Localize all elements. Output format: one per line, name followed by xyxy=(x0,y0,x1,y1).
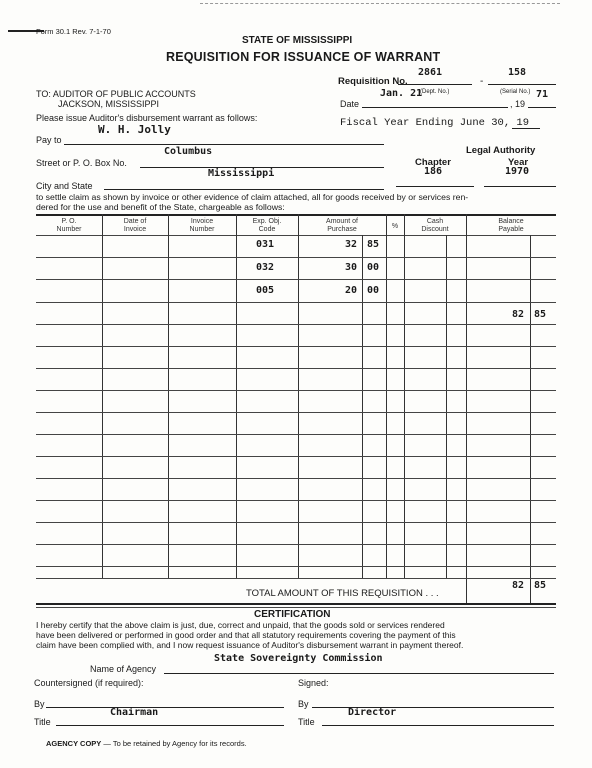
agency-copy-note xyxy=(46,739,247,748)
date-value: Jan. 21 xyxy=(380,88,423,99)
col-divider xyxy=(530,235,531,604)
date-line xyxy=(362,107,508,108)
chapter-value: 186 xyxy=(424,166,443,177)
row-1-exp-code: 031 xyxy=(256,239,275,250)
right-by-label: By xyxy=(298,699,309,709)
col-divider xyxy=(404,214,405,578)
instruction-text: Please issue Auditor's disbursement warrant as follows: xyxy=(36,113,258,123)
requisition-serial-line xyxy=(488,84,556,85)
header-percent: % xyxy=(391,223,399,230)
col-divider xyxy=(236,214,237,578)
pay-to-value: W. H. Jolly xyxy=(98,123,171,136)
col-divider xyxy=(446,235,447,578)
table-row-line xyxy=(36,434,556,435)
total-cents: 85 xyxy=(534,580,547,591)
requisition-label: Requisition No. xyxy=(338,76,408,87)
left-title-label: Title xyxy=(34,717,51,727)
right-title-line xyxy=(322,725,554,726)
form-number: Form 30.1 Rev. 7-1-70 xyxy=(36,27,111,36)
page-title: REQUISITION FOR ISSUANCE OF WARRANT xyxy=(166,50,441,64)
header-amount-of-purchase: Amount of Purchase xyxy=(326,218,358,233)
col-divider xyxy=(386,214,387,578)
date-label: Date xyxy=(340,99,360,109)
pay-to-label: Pay to xyxy=(36,135,62,145)
date-year-value: 71 xyxy=(536,89,549,100)
street-label: Street or P. O. Box No. xyxy=(36,158,127,168)
header-po-number: P. O. Number xyxy=(56,218,82,233)
agency-copy-rest: — To be retained by Agency for its records. xyxy=(101,739,247,748)
total-bottom-border xyxy=(36,603,556,605)
left-title-value: Chairman xyxy=(110,707,159,718)
row-3-exp-code: 005 xyxy=(256,285,275,296)
table-row-line xyxy=(36,302,556,303)
table-row-line xyxy=(36,500,556,501)
col-divider xyxy=(102,214,103,578)
total-dollars: 82 xyxy=(512,580,525,591)
certification-title: CERTIFICATION xyxy=(254,609,331,620)
agency-value: State Sovereignty Commission xyxy=(214,653,383,664)
signed-label: Signed: xyxy=(298,678,329,688)
certification-text-3: claim have been complied with, and I now request issuance of Auditor's disbursement warrant in payment thereof. xyxy=(36,640,464,650)
table-row-line xyxy=(36,368,556,369)
city-value: Mississippi xyxy=(208,168,275,179)
agency-line xyxy=(164,673,554,674)
table-bottom-border xyxy=(36,578,556,579)
table-header-border xyxy=(36,235,556,236)
table-row-line xyxy=(36,324,556,325)
fiscal-year-line xyxy=(512,128,540,129)
col-divider xyxy=(168,214,169,578)
dept-no-label: (Dept. No.) xyxy=(420,89,450,95)
header-balance-payable: Balance Payable xyxy=(498,218,524,233)
left-by-label: By xyxy=(34,699,45,709)
settle-text-2: dered for the use and benefit of the State, chargeable as follows: xyxy=(36,202,285,212)
date-year-line xyxy=(528,107,556,108)
street-value: Columbus xyxy=(164,146,213,157)
state-heading: STATE OF MISSISSIPPI xyxy=(242,35,353,46)
balance-cents: 85 xyxy=(534,309,547,320)
table-row-line xyxy=(36,390,556,391)
right-title-label: Title xyxy=(298,717,315,727)
to-auditor-line2: JACKSON, MISSISSIPPI xyxy=(58,99,160,109)
header-invoice-number: Invoice Number xyxy=(189,218,215,233)
col-divider xyxy=(362,235,363,578)
header-date-of-invoice: Date of Invoice xyxy=(123,218,147,233)
year-value: 1970 xyxy=(505,166,530,177)
row-3-amount-cents: 00 xyxy=(367,285,380,296)
settle-text-1: to settle claim as shown by invoice or other evidence of claim attached, all for goods received by or services ren- xyxy=(36,192,469,202)
table-row-line xyxy=(36,279,556,280)
agency-copy-bold: AGENCY COPY xyxy=(46,739,102,748)
left-by-line xyxy=(46,707,284,708)
table-row-line xyxy=(36,478,556,479)
year-label: Year xyxy=(508,157,529,168)
balance-dollars: 82 xyxy=(512,309,525,320)
countersigned-label: Countersigned (if required): xyxy=(34,678,144,688)
header-exp-obj-code: Exp. Obj. Code xyxy=(252,218,282,233)
pay-to-line xyxy=(64,144,384,145)
table-row-line xyxy=(36,522,556,523)
total-bottom-border-2 xyxy=(36,607,556,608)
certification-text-2: have been delivered or performed in good order and that all statutory requirements covering the payment of this xyxy=(36,630,456,640)
legal-authority-label: Legal Authority xyxy=(466,145,536,156)
table-row-line xyxy=(36,566,556,567)
date-year-prefix: , 19 xyxy=(510,99,526,109)
city-label: City and State xyxy=(36,181,93,191)
chapter-line xyxy=(396,186,474,187)
fiscal-year-text: Fiscal Year Ending June 30, 19 xyxy=(340,117,530,129)
table-top-border xyxy=(36,214,556,216)
agency-label: Name of Agency xyxy=(90,664,157,674)
row-2-amount-cents: 00 xyxy=(367,262,380,273)
table-row-line xyxy=(36,412,556,413)
table-row-line xyxy=(36,456,556,457)
requisition-dept-value: 2861 xyxy=(418,67,443,78)
table-row-line xyxy=(36,257,556,258)
row-1-amount-cents: 85 xyxy=(367,239,380,250)
year-line xyxy=(484,186,556,187)
chapter-label: Chapter xyxy=(415,157,451,168)
total-label: TOTAL AMOUNT OF THIS REQUISITION . . . xyxy=(246,588,439,599)
table-row-line xyxy=(36,544,556,545)
top-edge-mark xyxy=(200,0,560,4)
table-row-line xyxy=(36,346,556,347)
serial-no-label: (Serial No.) xyxy=(500,89,531,95)
requisition-dash: - xyxy=(480,76,484,87)
left-title-line xyxy=(56,725,284,726)
col-divider xyxy=(298,214,299,578)
requisition-serial-value: 158 xyxy=(508,67,527,78)
requisition-dept-line xyxy=(398,84,472,85)
to-auditor-line1: TO: AUDITOR OF PUBLIC ACCOUNTS xyxy=(36,89,196,99)
row-3-amount-dollars: 20 xyxy=(345,285,358,296)
header-cash-discount: Cash Discount xyxy=(421,218,449,233)
city-line xyxy=(104,189,384,190)
col-divider xyxy=(466,214,467,604)
certification-text-1: I hereby certify that the above claim is just, due, correct and unpaid, that the goods sold or services rendered xyxy=(36,620,445,630)
row-2-amount-dollars: 30 xyxy=(345,262,358,273)
row-2-exp-code: 032 xyxy=(256,262,275,273)
row-1-amount-dollars: 32 xyxy=(345,239,358,250)
right-title-value: Director xyxy=(348,707,397,718)
